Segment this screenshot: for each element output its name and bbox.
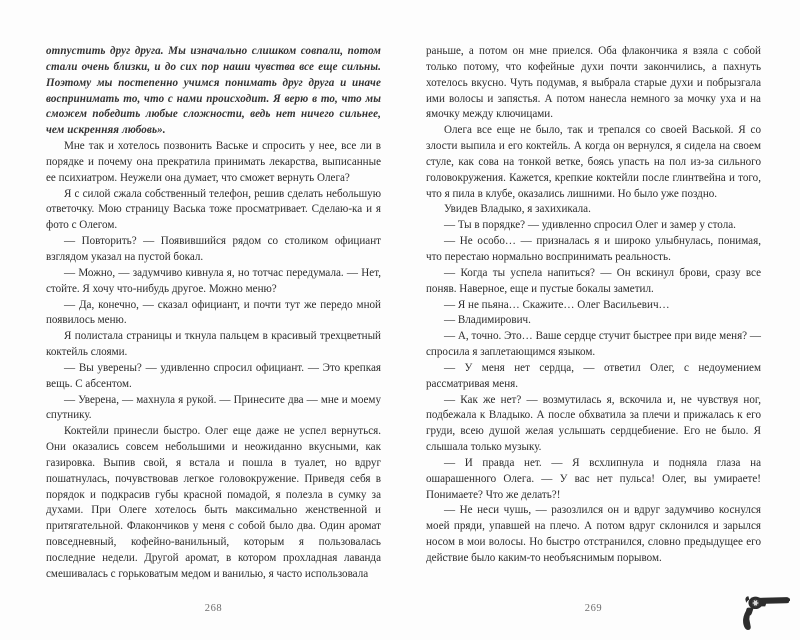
right-page-text-column bbox=[426, 44, 761, 567]
paragraph: Я полистала страницы и ткнула пальцем в красивый трехцветный коктейль слоями. bbox=[46, 330, 381, 359]
paragraph: Увидев Владыко, я захихикала. bbox=[444, 203, 591, 216]
paragraph: — Как же нет? — возмутилась я, вскочила и, не чувствуя ног, подбежала к Владыко. А после обхватила за плечи и прижалась к его груди, всею душой желая услышать сердцебиение. Его не было. Я слышала только музыку. bbox=[426, 393, 761, 454]
paragraph: — Владимирович. bbox=[444, 314, 531, 327]
page-number-right: 269 bbox=[584, 603, 603, 614]
paragraph: — Когда ты успела напиться? — Он вскинул брови, сразу все поняв. Наверное, еще и пустые бокалы заметил. bbox=[426, 266, 761, 295]
paragraph: — У меня нет сердца, — ответил Олег, с недоумением рассматривая меня. bbox=[426, 361, 761, 390]
paragraph: отпустить друг друга. Мы изначально слишком совпали, потом стали очень близки, и до сих пор наши чувства все еще сильны. Поэтому мы постепенно учимся понимать друг друга и иначе воспринимать то, что с нами происходит. Я верю в то, что мы сможем победить любые сложности, ведь нет ничего сильнее, чем искренняя любовь». bbox=[46, 45, 381, 137]
left-page-text-column bbox=[46, 44, 381, 583]
paragraph: — Вы уверены? — удивленно спросил официант. — Это крепкая вещь. С абсентом. bbox=[46, 361, 381, 390]
revolver-icon bbox=[740, 590, 794, 632]
paragraph: Олега все еще не было, так и трепался со своей Васькой. Я со злости выпила и его коктейль. А когда он вернулся, я сидела на своем стуле, как сова на тонкой ветке, боясь упасть на пол из-за сильного головокружения. Кажется, крепкие коктейли после глинтвейна и того, что я пила в клубе, оказались лишними. Но было уже поздно. bbox=[426, 124, 761, 200]
paragraph: раньше, а потом он мне приелся. Оба флакончика я взяла с собой только потому, что кофейные духи почти закончились, а пахнуть хотелось вкусно. Чуть подумав, я выбрала старые духи и побрызгала ими волосы и запястья. А потом нанесла немного за мочку уха и на ямочку между ключицами. bbox=[426, 45, 761, 121]
page-number-left: 268 bbox=[204, 603, 223, 614]
paragraph: Коктейли принесли быстро. Олег еще даже не успел вернуться. Они оказались совсем небольшими и неожиданно вкусными, как газировка. Выпив свой, я встала и пошла в туалет, но вдруг пошатнулась, почувствовав легкое головокружение. Приведя себя в порядок и подкрасив губы красной помадой, я полезла в сумку за духами. При Олеге хотелось быть максимально женственной и притягательной. Флакончиков у меня с собой было два. Один аромат повседневный, кофейно-ванильный, которым я пользовалась последние недели. Другой аромат, в котором прохладная лаванда смешивалась с горьковатым медом и ванилью, я часто использовала bbox=[46, 425, 381, 580]
paragraph: — Не неси чушь, — разозлился он и вдруг задумчиво коснулся моей пряди, упавшей на плечо. А потом вдруг склонился и зарылся носом в мои волосы. Но быстро отстранился, словно предыдущее его действие было каким-то необъяснимым порывом. bbox=[426, 504, 761, 564]
paragraph: — И правда нет. — Я всхлипнула и подняла глаза на ошарашенного Олега. — У вас нет пульса! Олег, вы умираете! Понимаете? Что же делать?! bbox=[426, 456, 761, 501]
paragraph: Я с силой сжала собственный телефон, решив сделать небольшую ответочку. Мою страницу Васька тоже просматривает. Сделаю-ка и я фото с Олегом. bbox=[46, 187, 381, 232]
paragraph: — Можно, — задумчиво кивнула я, но тотчас передумала. — Нет, стойте. Я хочу что-нибудь другое. Можно меню? bbox=[46, 266, 381, 295]
paragraph: — Да, конечно, — сказал официант, и почти тут же передо мной появилось меню. bbox=[46, 298, 381, 327]
paragraph: — Уверена, — махнула я рукой. — Принесите два — мне и моему спутнику. bbox=[46, 393, 381, 422]
paragraph: — Повторить? — Появившийся рядом со столиком официант взглядом указал на пустой бокал. bbox=[46, 235, 381, 263]
paragraph: — Не особо… — призналась я и широко улыбнулась, понимая, что перестаю нормально воспринимать реальность. bbox=[426, 235, 761, 263]
paragraph: — А, точно. Это… Ваше сердце стучит быстрее при виде меня? — спросила я заплетающимся языком. bbox=[426, 330, 761, 359]
paragraph: — Я не пьяна… Скажите… Олег Васильевич… bbox=[444, 298, 670, 311]
page-right bbox=[400, 0, 800, 640]
paragraph: — Ты в порядке? — удивленно спросил Олег и замер у стола. bbox=[444, 219, 736, 232]
paragraph: Мне так и хотелось позвонить Ваське и спросить у нее, все ли в порядке и почему она прекратила принимать лекарства, выписанные ее психиатром. Неужели она думает, что сможет вернуть Олега? bbox=[46, 140, 381, 184]
